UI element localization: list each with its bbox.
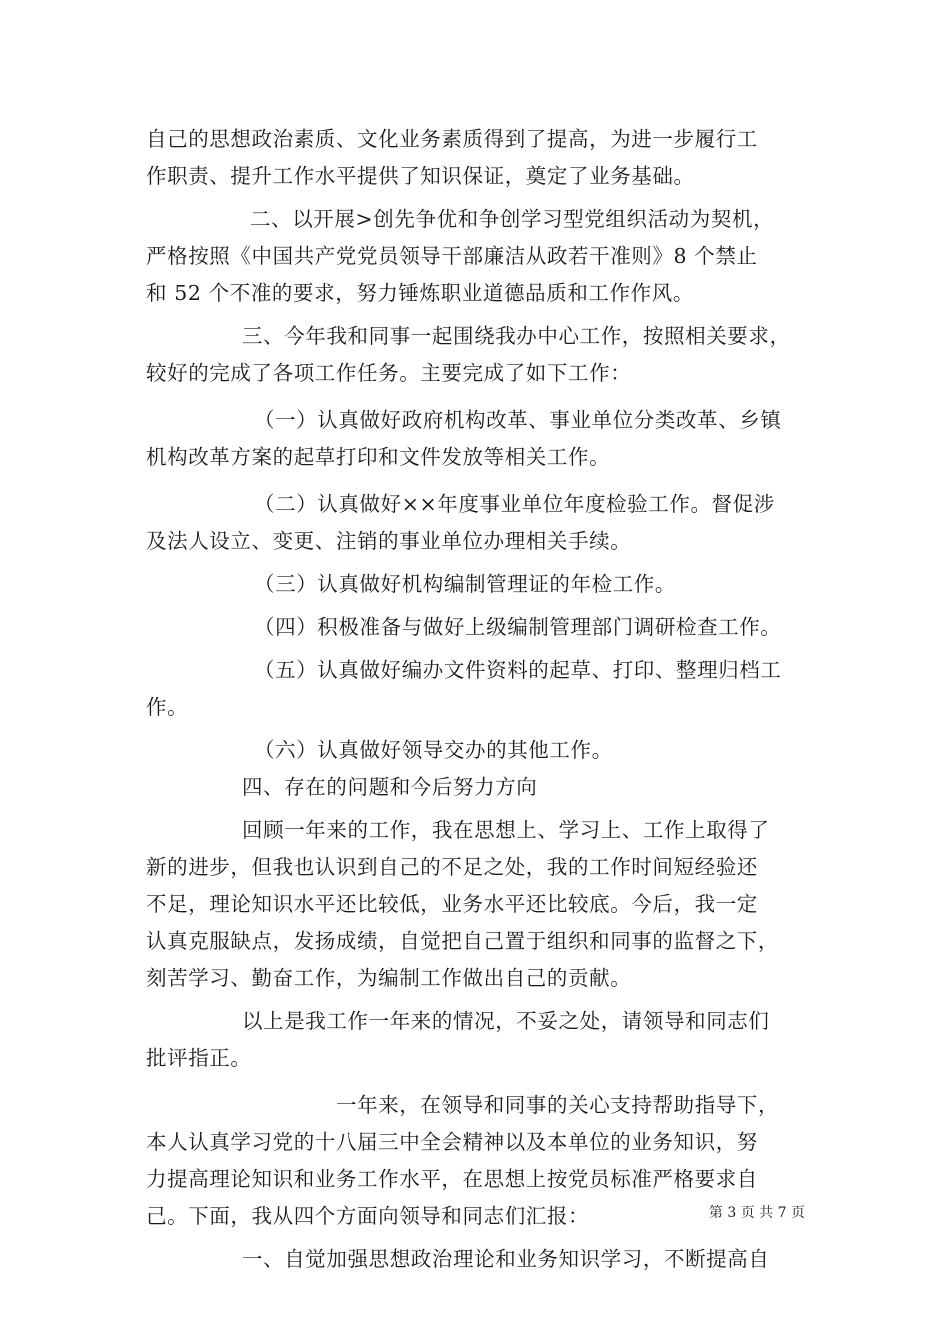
document-body bbox=[146, 121, 812, 1278]
text-line: 三、今年我和同事一起围绕我办中心工作，按照相关要求， bbox=[242, 324, 791, 348]
text-line: 二、以开展>创先争优和争创学习型党组织活动为契机， bbox=[250, 207, 775, 231]
text-line: 力提高理论知识和业务工作水平，在思想上按党员标准严格要求自 bbox=[146, 1167, 758, 1191]
text-line: 新的进步，但我也认识到自己的不足之处，我的工作时间短经验还 bbox=[146, 855, 758, 879]
text-line: （二）认真做好××年度事业单位年度检验工作。督促涉 bbox=[254, 492, 775, 516]
text-line: 己。下面，我从四个方面向领导和同志们汇报： bbox=[146, 1204, 590, 1228]
text-line: 较好的完成了各项工作任务。主要完成了如下工作： bbox=[146, 361, 632, 385]
text-line: 认真克服缺点，发扬成绩，自觉把自己置于组织和同事的监督之下， bbox=[146, 929, 779, 953]
text-line: （四）积极准备与做好上级编制管理部门调研检查工作。 bbox=[254, 615, 782, 639]
text-line: 自己的思想政治素质、文化业务素质得到了提高，为进一步履行工 bbox=[146, 127, 758, 151]
text-line: （五）认真做好编办文件资料的起草、打印、整理归档工 bbox=[254, 658, 782, 682]
text-line: （一）认真做好政府机构改革、事业单位分类改革、乡镇 bbox=[254, 408, 782, 432]
text-line: 一年来，在领导和同事的关心支持帮助指导下， bbox=[336, 1093, 780, 1117]
text-line: 以上是我工作一年来的情况，不妥之处，请领导和同志们 bbox=[242, 1009, 770, 1033]
text-line: 刻苦学习、勤奋工作，为编制工作做出自己的贡献。 bbox=[146, 966, 632, 990]
text-line: 批评指正。 bbox=[146, 1046, 252, 1070]
text-line: 不足，理论知识水平还比较低，业务水平还比较底。今后，我一定 bbox=[146, 892, 758, 916]
text-line: 四、存在的问题和今后努力方向 bbox=[242, 775, 538, 799]
text-line: 机构改革方案的起草打印和文件发放等相关工作。 bbox=[146, 445, 611, 469]
text-line: 回顾一年来的工作，我在思想上、学习上、工作上取得了 bbox=[242, 818, 770, 842]
page-number: 第 3 页 共 7 页 bbox=[708, 1205, 805, 1221]
text-line: （三）认真做好机构编制管理证的年检工作。 bbox=[254, 572, 676, 596]
text-line: 作职责、提升工作水平提供了知识保证，奠定了业务基础。 bbox=[146, 164, 695, 188]
text-line: 严格按照《中国共产党党员领导干部廉洁从政若干准则》8 个禁止 bbox=[146, 244, 758, 268]
text-line: （六）认真做好领导交办的其他工作。 bbox=[254, 738, 613, 762]
text-line: 和 52 个不准的要求，努力锤炼职业道德品质和工作作风。 bbox=[146, 281, 694, 305]
text-line: 及法人设立、变更、注销的事业单位办理相关手续。 bbox=[146, 529, 632, 553]
text-line: 作。 bbox=[146, 695, 189, 719]
text-line: 一、自觉加强思想政治理论和业务知识学习，不断提高自 bbox=[242, 1247, 770, 1271]
text-line: 本人认真学习党的十八届三中全会精神以及本单位的业务知识，努 bbox=[146, 1130, 758, 1154]
